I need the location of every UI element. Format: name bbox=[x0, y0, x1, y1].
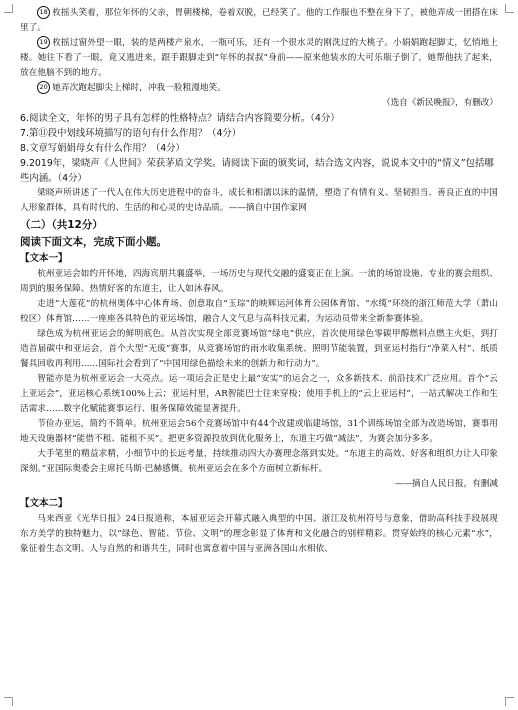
paragraph-18: 18 枚摇头笑着，那位年怀的父亲，胃朝楼梯，卷着双脱，已经笑了。他的工作服也不整在身下了，被他弄成一团搭在床里了。 bbox=[20, 8, 498, 33]
paragraph-20: 20 她弄次跑起脚尖上梯时，冲我一脸粗漫地笑。 bbox=[20, 81, 498, 96]
text1-paragraph: 绿色成为杭州亚运会的鲜明底色。从首次实现全部竞赛场馆“绿电”供应，首次使用绿色零碳甲醇燃料点燃主火炬，到打造首届碳中和亚运会，首个大型“无废”赛事，从竞赛场馆的雨水收集系统、照明节能装置，到亚运村指行“净菜入村”、纸质餐具回收再利用……国际社会看到了“中国用绿色描绘未来的创新力和行动力”。 bbox=[20, 329, 498, 369]
reading-instruction: 阅读下面文本，完成下面小题。 bbox=[20, 236, 167, 248]
question-8: 8.文章写娟娟母女有什么作用？（4分） bbox=[20, 143, 185, 154]
page-corner-mark bbox=[505, 4, 514, 13]
paragraph-number: 19 bbox=[37, 36, 50, 49]
text2-label: 【文本二】 bbox=[20, 498, 68, 509]
text1-source: ——摘自人民日报，有删减 bbox=[394, 479, 498, 489]
page-corner-mark bbox=[4, 4, 13, 13]
text1-paragraph: 节俭办亚运，简约不简单。杭州亚运会56个竞赛场馆中有44个改建或临建场馆，31个训练场馆全部为改造场馆，赛事用地天设施器材“能借不租、能租不买”。把更多资源投放到优化服务上，东道主巧做“减法”，为赛会加分多多。 bbox=[20, 419, 498, 444]
question-9: 9.2019年，梁晓声《人世间》荣获茅盾文学奖。请阅读下面的颁奖词，结合选文内容，说说本文中的“情义”包括哪些内涵。（4分） bbox=[20, 158, 494, 184]
section-title: （二）（共12分） bbox=[20, 219, 103, 231]
paragraph-number: 20 bbox=[37, 81, 50, 94]
question-6: 6.阅读全文，年怀的男子具有怎样的性格特点？请结合内容简要分析。（4分） bbox=[20, 113, 340, 124]
text2-paragraph: 马来西亚《光华日报》24日报道称，本届亚运会开幕式融入典型的中国、浙江及杭州符号与意象，借助高科技手段展现东方美学的独特魅力，以“绿色、智能、节俭、文明”的理念彰显了体育和文化融合的别样精彩。贯穿始终的核心元素“水”，象征着生态文明、人与自然的和谐共生，同时也寓意着中国与亚洲各国山水相依、 bbox=[20, 514, 498, 554]
paragraph-19: 19 枚摇过窗外望一眼，装的是两楼产泉水，一瓶可乐，还有一个很水灵的刚洗过的大桃子。小娟娟跑起脚丈，忆悄地上楼。她往下看了一眼，竟又逃进来，跟手跟脚走到“年怀的叔叔”身前——原来他装水的大可乐瓶子倒了，她帮他扶了起来，放在他脑不到的地方。 bbox=[20, 38, 498, 78]
page-corner-mark bbox=[4, 697, 13, 706]
text1-paragraph: 智能亦是为杭州亚运会一大亮点。运一项运会正是史上最“安实”的运会之一，众多新技术、前沿技术广泛应用。首个“云上亚运会”，亚运核心系统100%上云；亚运村里，AR智能巴士往来穿梭；使用手机上的“云上亚运村”，一站式解决工作和生活需求……数字化赋能赛事运行、服务保障效能显著提升。 bbox=[20, 374, 498, 414]
award-citation: 梁晓声所讲述了一代人在伟大历史进程中的奋斗，成长和相濡以沫的温情，塑造了有情有义、坚韧担当、善良正直的中国人形象群体，具有时代的、生活的和心灵的史诗品质。——摘自中国作家网 bbox=[20, 188, 498, 213]
page-corner-mark bbox=[505, 697, 514, 706]
source-citation: （选自《新民晚报》，有删改） bbox=[381, 98, 498, 108]
paragraph-number: 18 bbox=[37, 6, 50, 19]
question-7: 7.第⑪段中划线环境描写的语句有什么作用？（4分） bbox=[20, 128, 242, 139]
text1-paragraph: 杭州亚运会如约开怀地，四海宾朋共襄盛举，一场历史与现代交融的盛宴正在上演。一流的场馆设施、专业的赛会组织、周到的服务保障、热情好客的东道主，让人如沐春风。 bbox=[20, 269, 498, 294]
text1-paragraph: 走进“大莲花”的杭州奥体中心体育场、创意取自“玉琮”的映辉运河体育公园体育馆、“水缆”环绕的浙江师范大学（萧山校区）体育馆……一座座各具特色的亚运场馆，融合人文气息与高科技元素，为运动员带来全新参赛体验。 bbox=[20, 299, 498, 324]
document-body bbox=[20, 6, 498, 557]
text1-paragraph: 大手笔里的精益求精，小细节中的长远考量，持续推动四大办赛理念落到实处。“东道主的高效、好客和组织力让人印象深刻。”亚国际奥委会主席托马斯·巴赫感慨。杭州亚运会在多个方面树立新标杆。 bbox=[20, 449, 498, 474]
text1-label: 【文本一】 bbox=[20, 253, 68, 264]
